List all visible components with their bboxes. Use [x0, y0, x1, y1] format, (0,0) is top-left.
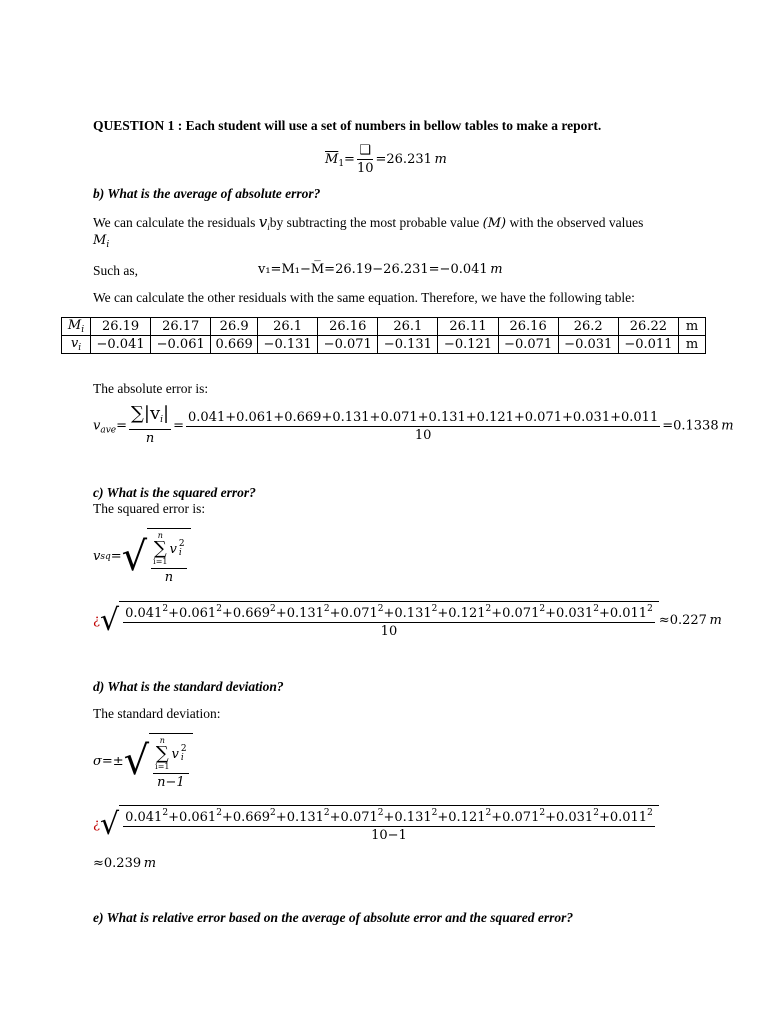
square-exponent: 2	[485, 808, 492, 818]
sd-values-equation	[93, 805, 659, 843]
square-exponent: 2	[647, 808, 653, 818]
para1-observed	[93, 233, 109, 250]
squared-term: 0.071	[340, 810, 378, 825]
abs-result: =0.1338	[662, 418, 719, 434]
plus-sign: +	[275, 606, 287, 621]
squared-term: 0.121	[448, 810, 486, 825]
table-cell: 26.11	[438, 318, 498, 336]
table-cell: −0.121	[438, 336, 498, 354]
squared-term: 0.131	[286, 606, 324, 621]
sq-values-frac	[123, 602, 655, 639]
section-c-title: c) What is the squared error?	[93, 485, 256, 500]
sq-sum-sup: 2	[178, 539, 185, 549]
sq-frac	[151, 531, 186, 585]
sd-sum-var: v	[171, 746, 179, 762]
plus-sign: +	[545, 810, 556, 825]
head-m-var: M	[67, 318, 82, 333]
sd-sqrt	[124, 732, 193, 790]
mean-var-sub: 1	[338, 159, 345, 169]
sd-sqrt-body	[149, 733, 192, 790]
squared-term: 0.031	[555, 810, 594, 825]
square-exponent: 2	[323, 808, 330, 818]
sq-lhs-sub: sq	[100, 551, 111, 562]
table-cell: −0.071	[498, 336, 558, 354]
squared-term: 0.011	[609, 606, 648, 621]
abs-values-den: 10	[414, 427, 432, 443]
square-exponent: 2	[377, 808, 384, 818]
abs-eq2: =	[173, 418, 185, 434]
square-exponent: 2	[539, 604, 546, 614]
table-cell: −0.031	[558, 336, 618, 354]
plus-sign: +	[491, 810, 503, 825]
sq-frac-den: n	[164, 570, 174, 585]
squared-term: 0.071	[502, 810, 540, 825]
table-cell: 0.669	[211, 336, 258, 354]
plus-sign: +	[545, 606, 556, 621]
table-cell: 26.2	[558, 318, 618, 336]
squared-term: 0.041	[125, 606, 163, 621]
head-v-sub: i	[78, 343, 82, 353]
mean-fraction	[357, 143, 374, 176]
squared-term: 0.669	[232, 810, 271, 825]
sq-values-num	[123, 602, 655, 623]
para1-m-var: M	[93, 233, 107, 248]
mean-equation	[325, 143, 447, 176]
sq-values-den: 10	[380, 624, 398, 639]
table-cell: −0.131	[258, 336, 318, 354]
abs-unit: m	[721, 418, 734, 434]
abs-lhs: v	[93, 418, 101, 434]
sd-values-den: 10−1	[371, 828, 407, 843]
sd-frac	[153, 736, 188, 790]
table-cell: −0.011	[618, 336, 678, 354]
abs-lhs-sub: ave	[100, 425, 117, 436]
sq-values-sqrt-body	[119, 601, 659, 639]
sd-result-unit: m	[143, 856, 157, 871]
sigma-icon: ∑	[155, 743, 169, 764]
abs-sum-num	[129, 403, 171, 430]
residual-eq-text: v₁=M₁−M̅=26.19−26.231=−0.041	[258, 262, 488, 277]
para1-m-sub: i	[106, 240, 110, 250]
plus-sign: +	[383, 810, 395, 825]
square-exponent: 2	[377, 604, 384, 614]
plus-sign: +	[329, 606, 341, 621]
sqrt-icon: √	[123, 738, 150, 784]
square-exponent: 2	[485, 604, 492, 614]
squared-term: 0.131	[394, 810, 432, 825]
residual-eq-unit: m	[490, 262, 503, 277]
sq-sqrt	[122, 528, 191, 585]
plus-sign: +	[598, 810, 610, 825]
mean-var: $\overline{M}$	[325, 152, 339, 167]
sq-sigma-block	[153, 531, 167, 567]
sq-result: ≈0.227	[658, 612, 707, 628]
table-cell: m	[679, 336, 706, 354]
such-as-label: Such as,	[93, 263, 138, 278]
square-exponent: 2	[431, 808, 438, 818]
squared-term: 0.061	[178, 606, 217, 621]
square-exponent: 2	[593, 808, 599, 818]
sd-result-value: ≈0.239	[93, 856, 142, 871]
squared-term: 0.011	[609, 810, 648, 825]
section-b-para2: We can calculate the other residuals with the same equation. Therefore, we have the following table:	[93, 290, 635, 305]
squared-term: 0.061	[178, 810, 217, 825]
abs-eq: =	[116, 418, 128, 434]
mean-result: =26.231	[375, 152, 432, 167]
sd-sum-sup: 2	[180, 744, 187, 754]
table-cell: 26.19	[91, 318, 151, 336]
sd-lhs: σ=±	[93, 753, 124, 769]
square-exponent: 2	[162, 604, 169, 614]
square-exponent: 2	[323, 604, 330, 614]
plus-sign: +	[168, 606, 179, 621]
sq-sqrt-body	[147, 528, 190, 585]
section-e-title: e) What is relative error based on the average of absolute error and the squared error?	[93, 910, 574, 925]
table-row-head-m	[62, 318, 91, 336]
table-cell: 26.9	[211, 318, 258, 336]
para1-text-c: with the observed values	[506, 215, 644, 230]
sd-values-frac	[123, 806, 655, 843]
square-exponent: 2	[162, 808, 169, 818]
table-row	[62, 318, 706, 336]
sq-prefix: ¿	[93, 612, 100, 628]
sd-values-sqrt	[100, 805, 659, 843]
abs-values-num: 0.041+0.061+0.669+0.131+0.071+0.131+0.121+0.071+0.031+0.011	[188, 409, 659, 425]
abs-error-equation	[93, 403, 734, 446]
plus-sign: +	[437, 606, 449, 621]
plus-sign: +	[491, 606, 503, 621]
plus-sign: +	[437, 810, 449, 825]
table-cell: 26.22	[618, 318, 678, 336]
sq-unit: m	[709, 612, 722, 628]
sd-result	[93, 856, 156, 871]
plus-sign: +	[383, 606, 395, 621]
squared-term: 0.031	[555, 606, 594, 621]
sd-prefix: ¿	[93, 816, 100, 832]
sqrt-icon: √	[99, 603, 120, 638]
table-cell: 26.17	[151, 318, 211, 336]
table-cell: 26.1	[258, 318, 318, 336]
sq-sigma-bottom: i=1	[153, 557, 168, 566]
squared-term: 0.071	[340, 606, 378, 621]
plus-sign: +	[221, 606, 233, 621]
abs-sum-sigma: ∑|v	[131, 403, 161, 424]
square-exponent: 2	[270, 808, 276, 818]
sd-sigma-block	[155, 736, 169, 772]
plus-sign: +	[598, 606, 610, 621]
abs-sum-den: n	[145, 431, 155, 446]
sq-sum-sub: i	[178, 548, 182, 558]
sq-values-sqrt	[100, 601, 659, 639]
table-cell: 26.16	[318, 318, 378, 336]
table-row-head-v	[62, 336, 91, 354]
sq-sigma-top: n	[157, 531, 163, 540]
abs-values-fraction	[186, 410, 660, 443]
plus-sign: +	[168, 810, 179, 825]
table-cell: −0.131	[378, 336, 438, 354]
abs-sum-fraction	[129, 403, 171, 446]
section-b-para1	[93, 213, 643, 232]
sq-formula	[93, 528, 191, 585]
section-d-label: The standard deviation:	[93, 706, 221, 721]
sq-lhs: v	[93, 549, 101, 564]
squared-term: 0.041	[125, 810, 163, 825]
para1-var-sub: i	[267, 222, 270, 232]
section-b-title: b) What is the average of absolute error?	[93, 186, 321, 201]
section-c-label: The squared error is:	[93, 501, 206, 516]
sd-values-num	[123, 806, 655, 827]
sd-formula	[93, 732, 193, 790]
plus-sign: +	[275, 810, 287, 825]
sq-values-equation	[93, 601, 722, 639]
para1-value: (M)	[482, 216, 507, 231]
square-exponent: 2	[216, 808, 222, 818]
question-heading: QUESTION 1 : Each student will use a set of numbers in bellow tables to make a report.	[93, 118, 602, 133]
sd-values-sqrt-body	[119, 805, 659, 843]
sd-sum-sub: i	[180, 753, 184, 763]
sqrt-icon: √	[99, 807, 120, 842]
square-exponent: 2	[216, 604, 222, 614]
square-exponent: 2	[647, 604, 653, 614]
residual-equation	[258, 262, 503, 277]
abs-sum-bar: |	[163, 403, 170, 424]
table-cell: 26.16	[498, 318, 558, 336]
sd-sigma-top: n	[159, 736, 165, 745]
squared-term: 0.131	[286, 810, 324, 825]
abs-sum-sub: i	[160, 415, 164, 425]
squared-term: 0.071	[502, 606, 540, 621]
sd-frac-num	[153, 736, 188, 774]
table-row	[62, 336, 706, 354]
section-d-title: d) What is the standard deviation?	[93, 679, 284, 694]
abs-error-label: The absolute error is:	[93, 381, 209, 396]
squared-term: 0.669	[232, 606, 271, 621]
head-v-var: v	[70, 336, 79, 351]
sqrt-icon: √	[121, 534, 148, 580]
sigma-icon: ∑	[153, 538, 167, 559]
square-exponent: 2	[431, 604, 438, 614]
sq-frac-num	[151, 531, 186, 569]
plus-sign: +	[329, 810, 341, 825]
para1-text-b: by subtracting the most probable value	[269, 215, 483, 230]
table-cell: 26.1	[378, 318, 438, 336]
sq-sum-var: v	[169, 541, 177, 557]
residuals-table	[61, 317, 706, 354]
sq-eq: =	[110, 549, 122, 564]
mean-unit: m	[434, 152, 447, 167]
para1-text-a: We can calculate the residuals	[93, 215, 259, 230]
square-exponent: 2	[539, 808, 546, 818]
mean-denominator: 10	[356, 161, 374, 176]
para1-var: v	[258, 213, 268, 231]
table-cell: −0.061	[151, 336, 211, 354]
sd-frac-den: n−1	[157, 775, 185, 790]
squared-term: 0.131	[394, 606, 432, 621]
table-cell: −0.041	[91, 336, 151, 354]
table-cell: −0.071	[318, 336, 378, 354]
mean-numerator: ❑	[359, 143, 372, 158]
squared-term: 0.121	[448, 606, 486, 621]
sd-sigma-bottom: i=1	[155, 762, 170, 771]
plus-sign: +	[221, 810, 233, 825]
head-m-sub: i	[81, 325, 85, 335]
mean-eq-sign: =	[344, 152, 355, 167]
square-exponent: 2	[593, 604, 599, 614]
square-exponent: 2	[270, 604, 276, 614]
table-cell: m	[679, 318, 706, 336]
